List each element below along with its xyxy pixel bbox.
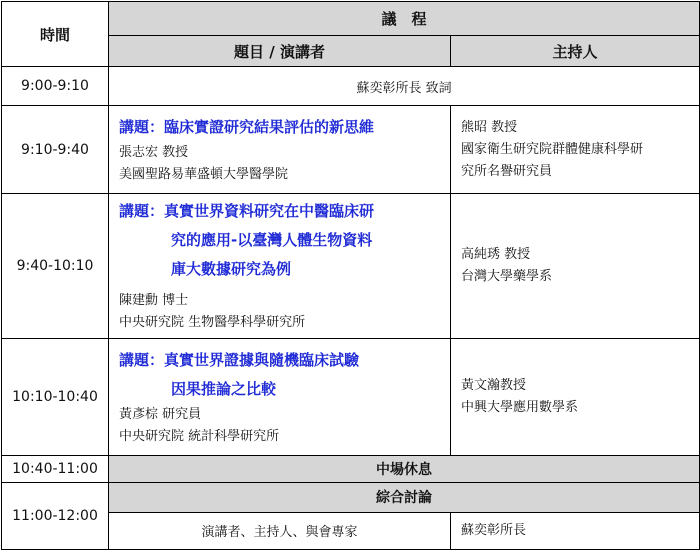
time-cell: 10:40-11:00 (2, 455, 109, 482)
topic-speaker-header: 題目 / 演講者 (109, 36, 451, 67)
topic-line: 真實世界證據與隨機臨床試驗 (164, 350, 360, 369)
host-header: 主持人 (451, 36, 700, 67)
host-line: 黃文瀚教授 (461, 377, 527, 393)
host-line: 中興大學應用數學系 (461, 399, 579, 415)
host-line: 台灣大學藥學系 (461, 268, 553, 284)
time-cell: 11:00-12:00 (2, 482, 109, 549)
time-cell: 9:40-10:10 (2, 193, 109, 339)
speaker-name: 陳建勳 博士 (119, 293, 189, 309)
host-line: 熊昭 教授 (461, 119, 518, 135)
agenda-table (1, 1, 700, 550)
topic-title (119, 197, 444, 284)
speaker-org: 美國聖路易華盛頓大學醫學院 (119, 167, 289, 183)
speaker-org: 中央研究院 統計科學研究所 (119, 428, 280, 444)
topic-line: 臨床實證研究結果評估的新思維 (164, 118, 375, 137)
host-line: 究所名譽研究員 (461, 163, 553, 179)
topic-line: 庫大數據研究為例 (171, 260, 292, 279)
host-line: 高純琇 教授 (461, 246, 531, 262)
time-cell: 10:10-10:40 (2, 339, 109, 455)
host-line: 國家衛生研究院群體健康科學研 (461, 141, 644, 157)
opening-remarks: 蘇奕彰所長 致詞 (109, 67, 700, 106)
topic-line: 究的應用-以臺灣人體生物資料 (171, 231, 373, 250)
time-header: 時間 (2, 2, 109, 67)
host-cell (451, 339, 700, 455)
host-cell (451, 106, 700, 193)
agenda-header: 議 程 (109, 2, 700, 36)
session-cell (109, 339, 451, 455)
speaker-org: 中央研究院 生物醫學科學研究所 (119, 315, 306, 331)
time-cell: 9:00-9:10 (2, 67, 109, 106)
topic-prefix: 講題： (119, 118, 165, 137)
host-cell (451, 193, 700, 339)
break-label: 中場休息 (109, 455, 700, 482)
session-cell (109, 106, 451, 193)
discussion-participants: 演講者、主持人、與會專家 (109, 512, 451, 549)
topic-line: 因果推論之比較 (171, 379, 277, 398)
topic-prefix: 講題： (119, 202, 165, 221)
topic-prefix: 講題： (119, 350, 165, 369)
topic-line: 真實世界資料研究在中醫臨床研 (164, 202, 375, 221)
discussion-label: 綜合討論 (109, 482, 700, 512)
topic-title (119, 346, 444, 404)
topic-title (119, 113, 444, 142)
speaker-name: 黃彥棕 研究員 (119, 406, 202, 422)
speaker-name: 張志宏 教授 (119, 145, 189, 161)
session-cell (109, 193, 451, 339)
discussion-host: 蘇奕彰所長 (451, 512, 700, 549)
time-cell: 9:10-9:40 (2, 106, 109, 193)
